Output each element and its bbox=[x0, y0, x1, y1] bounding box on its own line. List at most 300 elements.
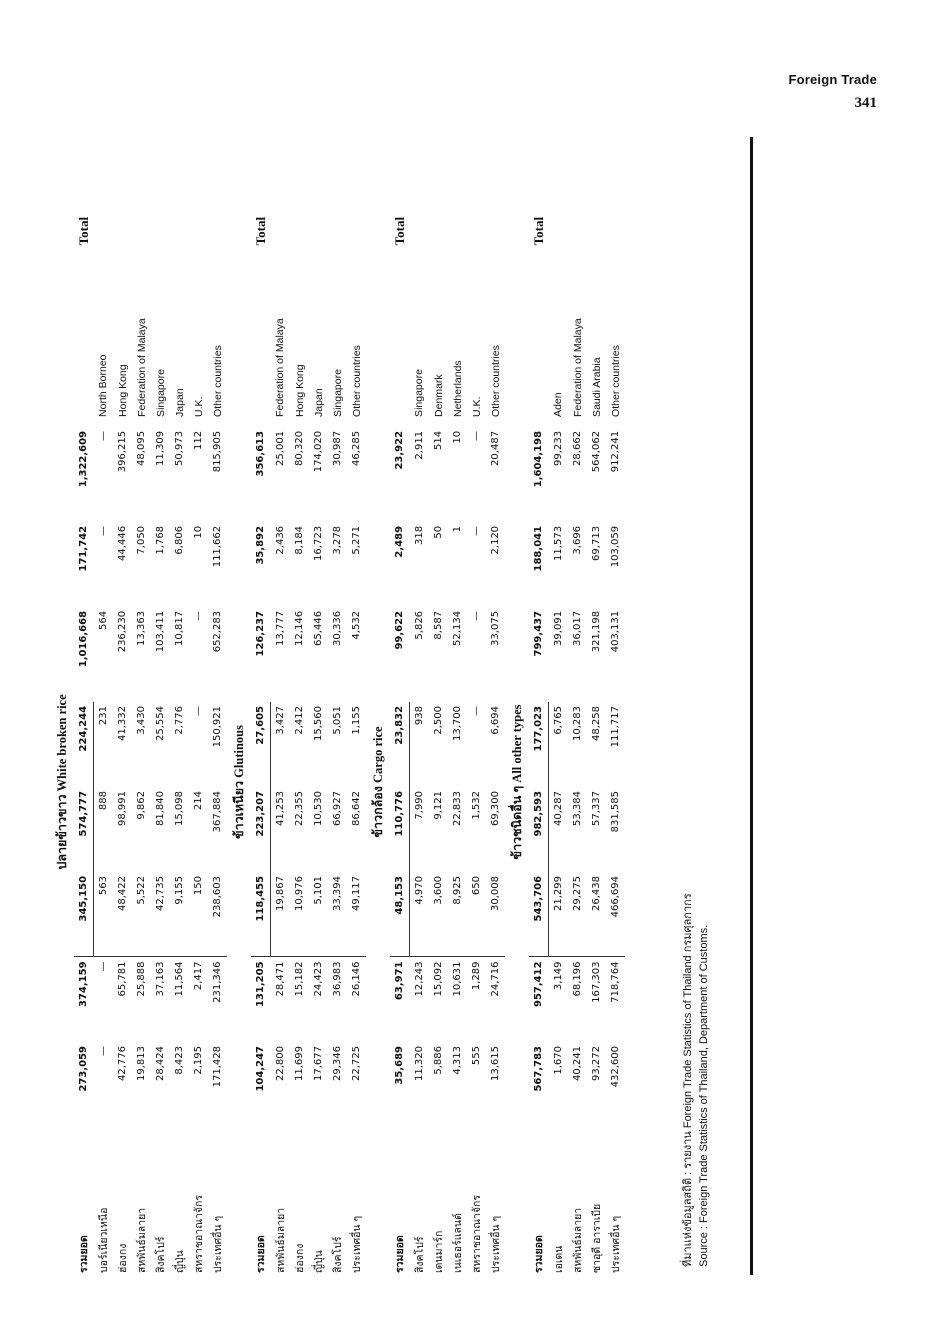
value-cell: 69,300 bbox=[490, 790, 501, 826]
value-cell: 2,911 bbox=[413, 430, 425, 460]
english-country-label: Singapore bbox=[413, 369, 426, 417]
value-cell: 10,631 bbox=[452, 961, 463, 997]
value-cell: 2,776 bbox=[174, 705, 185, 735]
value-cell: 10,283 bbox=[572, 705, 583, 741]
value-cell: 35,689 bbox=[394, 1046, 406, 1085]
table-row bbox=[347, 157, 366, 1277]
table-row bbox=[587, 157, 606, 1277]
value-cell: 10 bbox=[193, 525, 204, 539]
page-header bbox=[788, 72, 877, 112]
value-cell: 50,973 bbox=[174, 430, 185, 466]
value-cell: 171,742 bbox=[78, 525, 90, 572]
value-cell: 65,446 bbox=[313, 610, 324, 646]
value-cell: 69,713 bbox=[591, 525, 602, 561]
value-cell: 9,862 bbox=[136, 790, 147, 820]
table-row bbox=[170, 157, 189, 1277]
section-spacer bbox=[366, 957, 390, 1277]
value-cell: 22,355 bbox=[294, 790, 305, 826]
value-cell: 563 bbox=[94, 872, 114, 957]
value-cell: 15,092 bbox=[433, 961, 444, 997]
value-cell: 1,016,668 bbox=[78, 610, 90, 668]
thai-country-label: สหพันธ์มลายา bbox=[572, 1207, 584, 1273]
table-row bbox=[271, 157, 291, 1277]
value-cell: 35,892 bbox=[255, 525, 267, 565]
value-cell: 24,423 bbox=[313, 961, 324, 997]
value-cell: 11,309 bbox=[155, 430, 166, 466]
value-cell: 938 bbox=[414, 705, 425, 726]
english-country-label: Saudi Arabia bbox=[590, 357, 603, 417]
section-header-row bbox=[227, 157, 251, 1277]
value-cell: 65,781 bbox=[117, 961, 128, 997]
english-country-label: Other countries bbox=[350, 345, 363, 417]
value-cell: 30,987 bbox=[332, 430, 343, 466]
value-cell: 25,888 bbox=[136, 961, 147, 997]
page-number: 341 bbox=[854, 95, 877, 111]
value-cell: — bbox=[97, 961, 109, 972]
value-cell: 174,020 bbox=[313, 430, 324, 473]
value-cell: 24,716 bbox=[490, 961, 501, 997]
value-cell: 11,573 bbox=[552, 525, 564, 561]
value-cell: 8,587 bbox=[433, 610, 444, 640]
table-row bbox=[549, 157, 569, 1277]
thai-country-label: ญี่ปุ่น bbox=[174, 1250, 186, 1273]
value-cell: — bbox=[471, 525, 482, 536]
table-row bbox=[290, 157, 309, 1277]
value-cell: 799,437 bbox=[533, 610, 545, 657]
value-cell: 49,117 bbox=[347, 872, 366, 957]
value-cell: 318 bbox=[413, 525, 425, 546]
value-cell: 167,303 bbox=[591, 961, 602, 1003]
thai-country-label: รวมยอด bbox=[78, 1235, 91, 1273]
value-cell: 1,289 bbox=[471, 961, 482, 991]
total-row bbox=[390, 157, 410, 1277]
value-cell: 2,500 bbox=[433, 705, 444, 735]
value-cell: 543,706 bbox=[529, 872, 549, 957]
value-cell: 93,272 bbox=[591, 1046, 602, 1081]
value-cell: 9,155 bbox=[170, 872, 189, 957]
value-cell: 231 bbox=[98, 705, 109, 726]
thai-country-label: สหพันธ์มลายา bbox=[274, 1207, 287, 1273]
english-country-label: Other countries bbox=[211, 345, 224, 417]
value-cell: — bbox=[471, 705, 482, 716]
section-spacer bbox=[227, 157, 251, 607]
value-cell: 48,153 bbox=[390, 872, 410, 957]
english-country-label: Other countries bbox=[489, 345, 502, 417]
english-country-label: Hong Kong bbox=[293, 364, 306, 417]
thai-country-label: สหราชอาณาจักร bbox=[471, 1195, 483, 1273]
value-cell: 2,489 bbox=[394, 525, 406, 558]
total-row bbox=[251, 157, 271, 1277]
value-cell: 11,699 bbox=[294, 1046, 305, 1081]
section-spacer bbox=[50, 957, 74, 1277]
value-cell: — bbox=[193, 610, 204, 621]
section-title: ข้าวเหนียว Glutinous bbox=[232, 725, 246, 839]
value-cell: 39,091 bbox=[552, 610, 564, 646]
value-cell: 1 bbox=[452, 525, 463, 533]
thai-country-label: ประเทศอื่น ๆ bbox=[490, 1215, 502, 1273]
value-cell: 36,017 bbox=[572, 610, 583, 646]
value-cell: 957,412 bbox=[533, 961, 545, 1008]
value-cell: 9,121 bbox=[433, 790, 444, 820]
table-row bbox=[309, 157, 328, 1277]
value-cell: 12,243 bbox=[413, 961, 425, 997]
rice-export-table bbox=[50, 157, 625, 1277]
english-country-label: Hong Kong bbox=[116, 364, 129, 417]
value-cell: 2,195 bbox=[193, 1046, 204, 1075]
value-cell: 321,198 bbox=[591, 610, 602, 653]
value-cell: 718,764 bbox=[610, 961, 621, 1003]
value-cell: 4,532 bbox=[351, 610, 362, 640]
thai-country-label: บอร์เนียวเหนือ bbox=[97, 1207, 110, 1273]
value-cell: 111,662 bbox=[212, 525, 223, 568]
section-header-row bbox=[505, 157, 529, 1277]
value-cell: 52,134 bbox=[452, 610, 463, 646]
english-country-label: Netherlands bbox=[451, 360, 464, 417]
thai-country-label: สิงคโปร์ bbox=[332, 1236, 344, 1273]
english-country-label: Federation of Malaya bbox=[274, 318, 287, 417]
section-header-row bbox=[366, 157, 390, 1277]
value-cell: 7,990 bbox=[414, 790, 425, 820]
table-row bbox=[410, 157, 430, 1277]
value-cell: 236,230 bbox=[117, 610, 128, 653]
thai-country-label: รวมยอด bbox=[533, 1235, 546, 1273]
value-cell: 396,215 bbox=[117, 430, 128, 473]
value-cell: 2,412 bbox=[294, 705, 305, 735]
value-cell: 28,662 bbox=[572, 430, 583, 466]
value-cell: 10,530 bbox=[313, 790, 324, 826]
value-cell: 86,642 bbox=[351, 790, 362, 826]
english-country-label: Other countries bbox=[609, 345, 622, 417]
value-cell: 982,593 bbox=[529, 787, 549, 872]
table-row bbox=[486, 157, 505, 1277]
value-cell: 574,777 bbox=[74, 787, 94, 872]
table-row bbox=[132, 157, 151, 1277]
rotated-table-page bbox=[50, 139, 750, 1277]
english-country-label: Total bbox=[391, 216, 407, 246]
thai-country-label: สหราชอาณาจักร bbox=[193, 1195, 205, 1273]
value-cell: 19,867 bbox=[271, 872, 291, 957]
value-cell: 6,694 bbox=[490, 705, 501, 735]
table-row bbox=[151, 157, 170, 1277]
value-cell: 1,532 bbox=[471, 790, 482, 820]
value-cell: 30,008 bbox=[486, 872, 505, 957]
source-note bbox=[680, 893, 712, 1267]
table-row bbox=[467, 157, 486, 1277]
value-cell: — bbox=[97, 525, 109, 536]
value-cell: 28,471 bbox=[274, 961, 286, 997]
value-cell: 564,062 bbox=[591, 430, 602, 473]
value-cell: 17,677 bbox=[313, 1046, 324, 1081]
value-cell: — bbox=[97, 430, 109, 441]
value-cell: 5,051 bbox=[332, 705, 343, 735]
section-title: ปลายข้าวขาว White broken rice bbox=[55, 694, 69, 870]
section-spacer bbox=[50, 157, 74, 607]
value-cell: 273,059 bbox=[78, 1046, 90, 1092]
value-cell: 815,905 bbox=[212, 430, 223, 473]
value-cell: 57,337 bbox=[591, 790, 602, 826]
thai-country-label: เอเดน bbox=[552, 1245, 565, 1273]
thai-country-label: สิงคโปร์ bbox=[413, 1236, 426, 1273]
value-cell: 345,150 bbox=[74, 872, 94, 957]
english-country-label: Total bbox=[75, 216, 91, 246]
value-cell: 223,207 bbox=[251, 787, 271, 872]
section-spacer bbox=[505, 157, 529, 607]
value-cell: 13,700 bbox=[452, 705, 463, 741]
value-cell: 48,422 bbox=[113, 872, 132, 957]
table-row bbox=[448, 157, 467, 1277]
value-cell: 33,394 bbox=[328, 872, 347, 957]
value-cell: 214 bbox=[193, 790, 204, 811]
value-cell: 46,285 bbox=[351, 430, 362, 466]
value-cell: 10,976 bbox=[290, 872, 309, 957]
value-cell: 831,585 bbox=[610, 790, 621, 833]
table-row bbox=[568, 157, 587, 1277]
english-country-label: U.K. bbox=[470, 396, 483, 417]
total-row bbox=[74, 157, 94, 1277]
value-cell: 7,050 bbox=[136, 525, 147, 555]
total-row bbox=[529, 157, 549, 1277]
value-cell: 80,320 bbox=[294, 430, 305, 466]
value-cell: 3,149 bbox=[552, 961, 564, 991]
value-cell: 10 bbox=[452, 430, 463, 444]
value-cell: 514 bbox=[433, 430, 444, 451]
value-cell: 4,970 bbox=[410, 872, 430, 957]
english-country-label: Japan bbox=[173, 388, 186, 417]
value-cell: 99,622 bbox=[394, 610, 406, 650]
value-cell: 22,800 bbox=[274, 1046, 286, 1081]
value-cell: 25,554 bbox=[155, 705, 166, 741]
thai-country-label: รวมยอด bbox=[394, 1235, 407, 1273]
value-cell: 2,120 bbox=[490, 525, 501, 555]
table-row bbox=[94, 157, 114, 1277]
english-country-label: U.K. bbox=[192, 396, 205, 417]
english-country-label: Federation of Malaya bbox=[135, 318, 148, 417]
value-cell: 403,131 bbox=[610, 610, 621, 653]
value-cell: 41,253 bbox=[275, 790, 286, 826]
thai-country-label: สิงคโปร์ bbox=[155, 1236, 167, 1273]
value-cell: 188,041 bbox=[533, 525, 545, 572]
value-cell: 5,101 bbox=[309, 872, 328, 957]
value-cell: 66,927 bbox=[332, 790, 343, 826]
value-cell: 1,155 bbox=[351, 705, 362, 735]
thai-country-label: ประเทศอื่น ๆ bbox=[212, 1215, 224, 1273]
value-cell: 238,603 bbox=[208, 872, 227, 957]
value-cell: 26,438 bbox=[587, 872, 606, 957]
value-cell: 13,363 bbox=[136, 610, 147, 646]
english-country-label: North Borneo bbox=[97, 354, 110, 417]
value-cell: 126,237 bbox=[255, 610, 267, 657]
value-cell: 13,777 bbox=[274, 610, 286, 646]
running-title: Foreign Trade bbox=[788, 72, 877, 87]
value-cell: 131,205 bbox=[255, 961, 267, 1008]
thai-country-label: เดนมาร์ก bbox=[433, 1230, 445, 1273]
value-cell: 8,423 bbox=[174, 1046, 185, 1075]
value-cell: 5,886 bbox=[433, 1046, 444, 1075]
value-cell: 29,346 bbox=[332, 1046, 343, 1081]
value-cell: — bbox=[471, 610, 482, 621]
value-cell: 1,604,198 bbox=[533, 430, 545, 488]
english-country-label: Aden bbox=[552, 392, 565, 417]
value-cell: 150 bbox=[189, 872, 208, 957]
value-cell: 50 bbox=[433, 525, 444, 539]
thai-country-label: ซาอุดี อาราเบีย bbox=[591, 1203, 603, 1273]
value-cell: 15,098 bbox=[174, 790, 185, 826]
value-cell: 177,023 bbox=[529, 702, 549, 787]
english-country-label: Singapore bbox=[154, 369, 167, 417]
value-cell: 367,884 bbox=[212, 790, 223, 833]
english-country-label: Denmark bbox=[432, 374, 445, 417]
value-cell: 3,427 bbox=[275, 705, 286, 735]
value-cell: 224,244 bbox=[74, 702, 94, 787]
value-cell: 564 bbox=[97, 610, 109, 631]
value-cell: 29,275 bbox=[568, 872, 587, 957]
value-cell: 16,723 bbox=[313, 525, 324, 561]
table-row bbox=[113, 157, 132, 1277]
value-cell: 25,001 bbox=[274, 430, 286, 466]
value-cell: 5,522 bbox=[132, 872, 151, 957]
value-cell: 15,560 bbox=[313, 705, 324, 741]
section-spacer bbox=[227, 957, 251, 1277]
thai-country-label: ประเทศอื่น ๆ bbox=[610, 1215, 622, 1273]
value-cell: 4,313 bbox=[452, 1046, 463, 1075]
value-cell: 22,833 bbox=[452, 790, 463, 826]
value-cell: 103,411 bbox=[155, 610, 166, 653]
table-right-rule bbox=[750, 137, 753, 1275]
value-cell: 99,233 bbox=[552, 430, 564, 466]
value-cell: 3,278 bbox=[332, 525, 343, 555]
table-row bbox=[208, 157, 227, 1277]
value-cell: 2,436 bbox=[274, 525, 286, 555]
value-cell: 68,196 bbox=[572, 961, 583, 997]
value-cell: 10,817 bbox=[174, 610, 185, 646]
thai-country-label: รวมยอด bbox=[255, 1235, 268, 1273]
table-row bbox=[429, 157, 448, 1277]
value-cell: — bbox=[97, 1046, 109, 1056]
value-cell: 53,384 bbox=[572, 790, 583, 826]
value-cell: 19,813 bbox=[136, 1046, 147, 1081]
value-cell: 8,925 bbox=[448, 872, 467, 957]
english-country-label: Total bbox=[252, 216, 268, 246]
thai-country-label: ประเทศอื่น ๆ bbox=[351, 1215, 363, 1273]
value-cell: 1,670 bbox=[552, 1046, 564, 1075]
english-country-label: Singapore bbox=[331, 369, 344, 417]
table-row bbox=[606, 157, 625, 1277]
value-cell: 1,322,609 bbox=[78, 430, 90, 488]
thai-country-label: ญี่ปุ่น bbox=[313, 1250, 325, 1273]
table-row bbox=[328, 157, 347, 1277]
english-country-label: Federation of Malaya bbox=[571, 318, 584, 417]
value-cell: 111,717 bbox=[610, 705, 621, 748]
value-cell: — bbox=[193, 705, 204, 716]
value-cell: 23,832 bbox=[390, 702, 410, 787]
value-cell: 37,163 bbox=[155, 961, 166, 997]
value-cell: 48,095 bbox=[136, 430, 147, 466]
value-cell: 5,826 bbox=[413, 610, 425, 640]
table-row bbox=[189, 157, 208, 1277]
thai-country-label: ฮ่องกง bbox=[294, 1243, 306, 1273]
value-cell: 2,417 bbox=[193, 961, 204, 991]
value-cell: 1,768 bbox=[155, 525, 166, 555]
value-cell: 36,983 bbox=[332, 961, 343, 997]
value-cell: 28,424 bbox=[155, 1046, 166, 1081]
value-cell: 23,922 bbox=[394, 430, 406, 470]
value-cell: 81,840 bbox=[155, 790, 166, 826]
value-cell: 98,991 bbox=[117, 790, 128, 826]
source-thai: ที่มาแห่งข้อมูลสถิติ : รายงาน Foreign Trade Statistics of Thailand กรมศุลกากร bbox=[682, 893, 694, 1267]
value-cell: 356,613 bbox=[255, 430, 267, 477]
value-cell: 5,271 bbox=[351, 525, 362, 555]
value-cell: 6,806 bbox=[174, 525, 185, 555]
value-cell: 27,605 bbox=[251, 702, 271, 787]
value-cell: 21,299 bbox=[549, 872, 569, 957]
value-cell: 652,283 bbox=[212, 610, 223, 653]
value-cell: 40,287 bbox=[553, 790, 564, 826]
value-cell: 22,725 bbox=[351, 1046, 362, 1081]
value-cell: 110,776 bbox=[390, 787, 410, 872]
section-title: ข้าวชนิดอื่น ๆ All other types bbox=[510, 704, 524, 860]
value-cell: 6,765 bbox=[553, 705, 564, 735]
english-country-label: Japan bbox=[312, 388, 325, 417]
value-cell: 650 bbox=[467, 872, 486, 957]
value-cell: 466,694 bbox=[606, 872, 625, 957]
value-cell: 42,735 bbox=[151, 872, 170, 957]
value-cell: 3,696 bbox=[572, 525, 583, 555]
section-title: ข้าวกล้อง Cargo rice bbox=[371, 726, 385, 838]
value-cell: 103,059 bbox=[610, 525, 621, 568]
value-cell: 171,428 bbox=[212, 1046, 223, 1088]
value-cell: 567,783 bbox=[533, 1046, 545, 1092]
value-cell: 150,921 bbox=[212, 705, 223, 748]
value-cell: 3,430 bbox=[136, 705, 147, 735]
value-cell: 888 bbox=[98, 790, 109, 811]
value-cell: 26,146 bbox=[351, 961, 362, 997]
value-cell: 374,159 bbox=[78, 961, 90, 1008]
value-cell: 11,564 bbox=[174, 961, 185, 997]
value-cell: 63,971 bbox=[394, 961, 406, 1001]
value-cell: 912,241 bbox=[610, 430, 621, 473]
section-header-row bbox=[50, 157, 74, 1277]
english-country-label: Total bbox=[530, 216, 546, 246]
value-cell: 118,455 bbox=[251, 872, 271, 957]
value-cell: 3,600 bbox=[429, 872, 448, 957]
value-cell: 30,336 bbox=[332, 610, 343, 646]
source-english: Source : Foreign Trade Statistics of Thailand, Department of Customs. bbox=[698, 924, 710, 1267]
value-cell: 42,776 bbox=[117, 1046, 128, 1081]
value-cell: 20,487 bbox=[490, 430, 501, 466]
value-cell: 104,247 bbox=[255, 1046, 267, 1092]
value-cell: 48,258 bbox=[591, 705, 602, 741]
value-cell: 40,241 bbox=[572, 1046, 583, 1081]
value-cell: 13,615 bbox=[490, 1046, 501, 1081]
thai-country-label: ฮ่องกง bbox=[117, 1243, 129, 1273]
value-cell: 231,346 bbox=[212, 961, 223, 1003]
value-cell: 555 bbox=[471, 1046, 482, 1066]
value-cell: 12,146 bbox=[294, 610, 305, 646]
value-cell: 33,075 bbox=[490, 610, 501, 646]
section-spacer bbox=[366, 157, 390, 607]
value-cell: 112 bbox=[193, 430, 204, 451]
thai-country-label: เนเธอร์แลนด์ bbox=[452, 1213, 464, 1273]
value-cell: — bbox=[471, 430, 482, 441]
value-cell: 41,332 bbox=[117, 705, 128, 741]
value-cell: 432,600 bbox=[610, 1046, 621, 1088]
section-spacer bbox=[505, 957, 529, 1277]
value-cell: 8,184 bbox=[294, 525, 305, 555]
value-cell: 11,320 bbox=[413, 1046, 425, 1081]
value-cell: 44,446 bbox=[117, 525, 128, 561]
thai-country-label: สหพันธ์มลายา bbox=[136, 1207, 148, 1273]
value-cell: 15,182 bbox=[294, 961, 305, 997]
